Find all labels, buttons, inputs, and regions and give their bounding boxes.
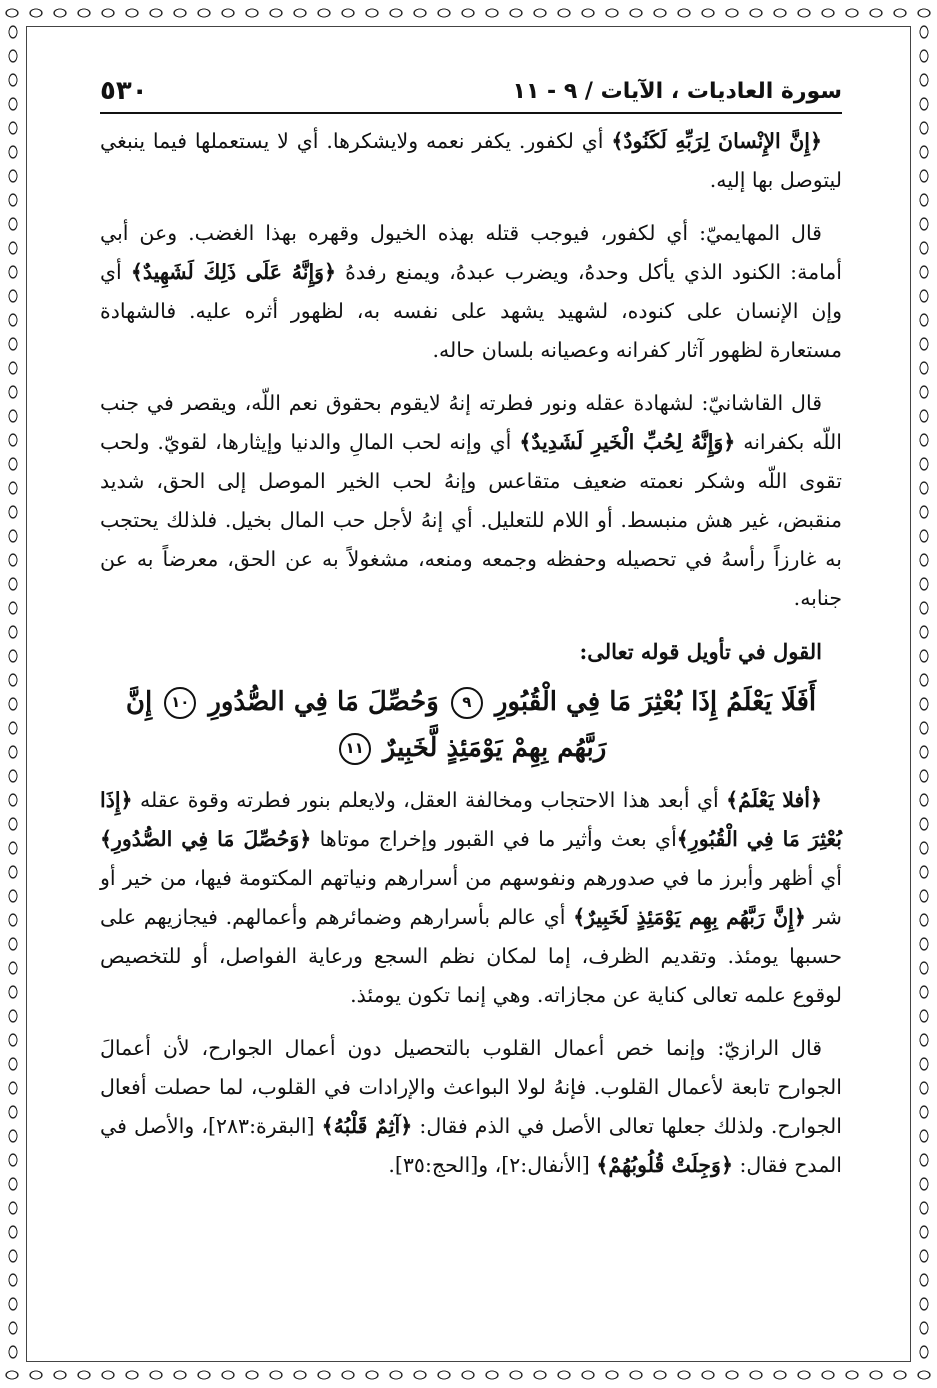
verse-number-marker: ١٠ xyxy=(164,687,196,719)
page-header xyxy=(100,64,842,114)
paragraph-2 xyxy=(100,214,842,370)
quran-quote: ﴿وَإِنَّهُ لِحُبِّ الْخَيرِ لَشَدِيدٌ﴾ xyxy=(519,430,736,454)
quran-quote: ﴿وَحُصِّلَ مَا فِي الصُّدُورِ﴾ xyxy=(100,827,312,851)
paragraph-text: أي لكفور. يكفر نعمه ولايشكرها. أي لا يستعملها فيما ينبغي ليتوصل بها إليه. xyxy=(100,129,842,192)
body-text xyxy=(100,122,842,1185)
paragraph-text: أي أظهر وأبرز ما في صدورهم ونفوسهم من أسرارهم ونياتهم المكتومة فيها، من خير أو شر xyxy=(100,866,842,929)
quran-quote: ﴿إِذَا بُعْثِرَ مَا فِي الْقُبُورِ﴾ xyxy=(100,788,842,851)
ornamental-border-bottom xyxy=(0,1362,937,1388)
page-content xyxy=(100,64,842,1199)
paragraph-3 xyxy=(100,384,842,618)
quran-quote: ﴿آثِمٌ قَلْبُهُ﴾ xyxy=(321,1114,413,1138)
verse-text: أَفَلَا يَعْلَمُ إِذَا بُعْثِرَ مَا فِي الْقُبُورِ xyxy=(494,687,817,717)
ornamental-border-right xyxy=(911,20,937,1368)
ornamental-border-top xyxy=(0,0,937,26)
verse-number-marker: ٩ xyxy=(451,687,483,719)
quran-quote: ﴿إِنَّ رَبَّهُم بِهِم يَوْمَئِذٍ لَخَبِيرٌ﴾ xyxy=(573,905,806,929)
paragraph-1 xyxy=(100,122,842,200)
quran-quote: ﴿وَجِلَتْ قُلُوبُهُمْ﴾ xyxy=(596,1153,733,1177)
paragraph-5 xyxy=(100,1029,842,1185)
page-number: ٥٣٠ xyxy=(100,76,148,106)
paragraph-text: أي بعث وأثير ما في القبور وإخراج موتاها xyxy=(311,827,677,851)
quran-quote: ﴿إِنَّ الإِنْسانَ لِرَبِّهِ لَكَنُودٌ﴾ xyxy=(611,129,822,153)
paragraph-text: [البقرة:٢٨٣]، والأصل في المدح فقال: xyxy=(100,1114,842,1177)
paragraph-text: أي أبعد هذا الاحتجاب ومخالفة العقل، ولايعلم بنور فطرته وقوة عقله xyxy=(132,788,727,812)
paragraph-text: قال المهايميّ: أي لكفور، فيوجب قتله بهذه الخيول وقهره بهذا الغضب. وعن أبي أمامة: الكنود الذي يأكل وحدهُ، ويضرب عبدهُ، ويمنع رفدهُ xyxy=(100,221,842,284)
verse-number-marker: ١١ xyxy=(339,733,371,765)
paragraph-text: قال القاشانيّ: لشهادة عقله ونور فطرته إنهُ لايقوم بحقوق نعم اللّه، ويقصر في جنب اللّه بكفرانه xyxy=(100,391,842,454)
ornamental-border-left xyxy=(0,20,26,1368)
paragraph-4 xyxy=(100,781,842,1015)
paragraph-text: أي عالم بأسرارهم وضمائرهم وأعمالهم. فيجازيهم على حسبها يومئذ. وتقديم الظرف، إما لمكان نظم السجع ورعاية الفواصل، أو للتخصيص لوقوع علمه تعالى كناية عن مجازاته. وهي إنما تكون يومئذ. xyxy=(100,905,842,1007)
section-heading: القول في تأويل قوله تعالى: xyxy=(579,639,822,664)
quran-quote: ﴿وَإِنَّهُ عَلَى ذَلِكَ لَشَهِيدٌ﴾ xyxy=(130,260,337,284)
paragraph-text: قال الرازيّ: وإنما خص أعمال القلوب بالتحصيل دون أعمال الجوارح، لأن أعمالَ الجوارح تابعة لأعمال القلوب. فإنهُ لولا البواعث والإرادات في القلوب، لما حصلت أفعال الجوارح. ولذلك جعلها تعالى الأصل في الذم فقال: xyxy=(100,1036,842,1138)
verse-text: وَحُصِّلَ مَا فِي الصُّدُورِ xyxy=(208,687,439,717)
quran-quote: ﴿أفلا يَعْلَمُ﴾ xyxy=(726,788,822,812)
running-head: سورة العاديات ، الآيات / ٩ - ١١ xyxy=(512,79,842,104)
paragraph-text: أي وإن الإنسان على كنوده، لشهيد يشهد على نفسه به، لظهور أثره عليه. فالشهادة مستعارة لظهور آثار كفرانه وعصيانه بلسان حاله. xyxy=(100,260,842,362)
paragraph-text: أي وإنه لحب المالِ والدنيا وإيثارها، لقويّ. ولحب تقوى اللّه وشكر نعمته ضعيف متقاعس وإنهُ لحب الخير الموصل إلى الحق، شديد منقبض، غير هش منبسط. أو اللام للتعليل. أي إنهُ لأجل حب المال بخيل. فلذلك يحتجب به غارزاً رأسهُ في تحصيله وحفظه وجمعه ومنعه، مشغولاً به عن الحق، معرضاً به عن جنابه. xyxy=(100,430,842,610)
paragraph-text: [الأنفال:٢]، و[الحج:٣٥]. xyxy=(388,1153,597,1177)
quran-verse-block xyxy=(100,679,842,771)
verse-text: إِنَّ رَبَّهُم بِهِمْ يَوْمَئِذٍ لَّخَبِيرٌ xyxy=(125,687,607,763)
